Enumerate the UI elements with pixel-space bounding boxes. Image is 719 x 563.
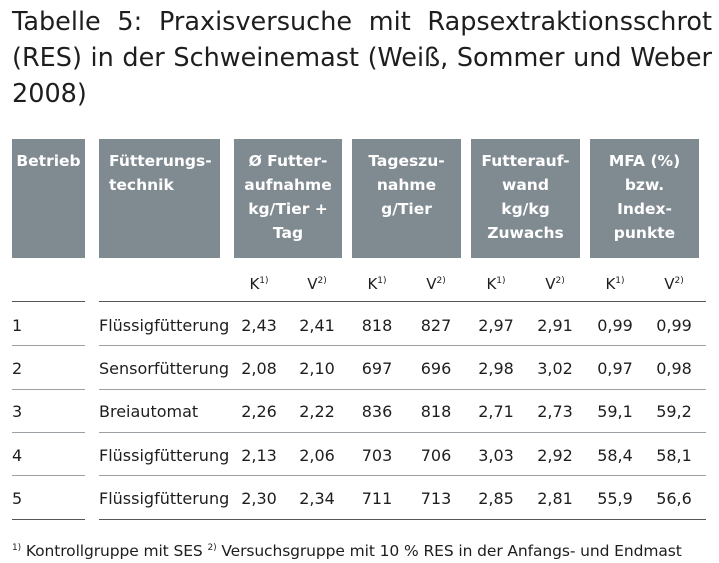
subheader-footnote-marker: 1)	[259, 276, 269, 286]
cell-value: 2,22	[299, 402, 335, 421]
cell-value: 2,13	[241, 446, 277, 465]
header-line: Tageszu-	[368, 152, 445, 170]
header-futteraufnahme	[234, 139, 342, 258]
footnote	[12, 538, 712, 561]
cell-value: 59,1	[597, 402, 633, 421]
subheader-letter: V	[545, 275, 556, 293]
cell-value: 0,97	[597, 359, 633, 378]
subheader-footnote-marker: 2)	[555, 276, 565, 286]
subheader-footnote-marker: 2)	[436, 276, 446, 286]
table-bottom-left	[12, 519, 85, 520]
cell-value: 2,30	[241, 489, 277, 508]
cell-value: 711	[361, 489, 393, 508]
cell-value: 0,99	[597, 316, 633, 335]
subheader-k	[590, 271, 640, 294]
cell-value: 827	[420, 316, 452, 335]
subheader-letter: K	[486, 275, 497, 293]
cell-value: 818	[420, 402, 452, 421]
cell-technik: Flüssigfütterung	[99, 446, 230, 465]
cell-value: 3,02	[537, 359, 573, 378]
subheader-letter: K	[605, 275, 616, 293]
subheader-v	[411, 271, 461, 294]
row-divider	[12, 475, 85, 476]
header-line: kg/Tier +	[248, 200, 328, 218]
cell-value: 2,41	[299, 316, 335, 335]
cell-technik: Sensorfütterung	[99, 359, 230, 378]
header-line: Futterauf-	[481, 152, 570, 170]
cell-value: 2,91	[537, 316, 573, 335]
footnote-marker-2: 2)	[207, 543, 217, 553]
cell-technik: Flüssigfütterung	[99, 489, 230, 508]
subheader-footnote-marker: 2)	[317, 276, 327, 286]
subheader-k	[471, 271, 521, 294]
subheader-v	[292, 271, 342, 294]
header-tageszunahme	[352, 139, 461, 258]
cell-value: 55,9	[597, 489, 633, 508]
header-betrieb	[12, 139, 85, 258]
cell-betrieb: 5	[12, 489, 23, 508]
cell-betrieb: 4	[12, 446, 23, 465]
cell-value: 2,92	[537, 446, 573, 465]
subheader-v	[530, 271, 580, 294]
header-line: punkte	[613, 224, 676, 242]
subheader-footnote-marker: 1)	[377, 276, 387, 286]
row-divider	[99, 475, 706, 476]
row-divider	[12, 345, 85, 346]
cell-value: 2,98	[478, 359, 514, 378]
row-divider	[99, 345, 706, 346]
header-mfa	[590, 139, 699, 258]
table-title: Tabelle 5: Praxisversuche mit Rapsextraktionsschrot (RES) in der Schweinemast (Weiß, Sommer und Weber 2008)	[12, 7, 712, 109]
cell-value: 2,71	[478, 402, 514, 421]
cell-value: 2,26	[241, 402, 277, 421]
subheader-k	[234, 271, 284, 294]
row-divider	[99, 432, 706, 433]
subheader-letter: V	[426, 275, 437, 293]
subheader-letter: K	[249, 275, 260, 293]
cell-value: 713	[420, 489, 452, 508]
cell-value: 3,03	[478, 446, 514, 465]
subheader-letter: V	[664, 275, 675, 293]
cell-value: 58,4	[597, 446, 633, 465]
header-line: bzw.	[624, 176, 665, 194]
footnote-marker-1: 1)	[12, 543, 22, 553]
header-divider-left	[12, 301, 85, 302]
cell-value: 2,81	[537, 489, 573, 508]
cell-betrieb: 3	[12, 402, 23, 421]
header-line: Index-	[617, 200, 672, 218]
header-line: wand	[502, 176, 549, 194]
table-bottom-right	[99, 519, 706, 520]
header-line: g/Tier	[381, 200, 432, 218]
subheader-letter: K	[367, 275, 378, 293]
header-line: kg/kg	[501, 200, 550, 218]
cell-value: 697	[361, 359, 393, 378]
cell-betrieb: 2	[12, 359, 23, 378]
cell-value: 0,99	[656, 316, 692, 335]
cell-value: 2,97	[478, 316, 514, 335]
cell-technik: Flüssigfütterung	[99, 316, 230, 335]
cell-value: 836	[361, 402, 393, 421]
cell-value: 696	[420, 359, 452, 378]
cell-value: 2,73	[537, 402, 573, 421]
header-line: Betrieb	[16, 152, 81, 170]
header-line: technik	[109, 176, 174, 194]
footnote-text-1: Kontrollgruppe mit SES	[21, 542, 208, 560]
footnote-text-2: Versuchsgruppe mit 10 % RES in der Anfangs- und Endmast	[216, 542, 682, 560]
subheader-k	[352, 271, 402, 294]
subheader-footnote-marker: 2)	[674, 276, 684, 286]
cell-technik: Breiautomat	[99, 402, 199, 421]
cell-value: 2,06	[299, 446, 335, 465]
subheader-letter: V	[307, 275, 318, 293]
header-line: Tag	[272, 224, 304, 242]
cell-value: 56,6	[656, 489, 692, 508]
header-futteraufwand	[471, 139, 580, 258]
cell-value: 706	[420, 446, 452, 465]
cell-betrieb: 1	[12, 316, 23, 335]
row-divider	[12, 432, 85, 433]
cell-value: 2,08	[241, 359, 277, 378]
header-divider-right	[99, 301, 706, 302]
cell-value: 2,34	[299, 489, 335, 508]
header-line: aufnahme	[244, 176, 332, 194]
cell-value: 59,2	[656, 402, 692, 421]
cell-value: 703	[361, 446, 393, 465]
row-divider	[12, 389, 85, 390]
subheader-footnote-marker: 1)	[496, 276, 506, 286]
cell-value: 2,43	[241, 316, 277, 335]
subheader-v	[649, 271, 699, 294]
cell-value: 2,85	[478, 489, 514, 508]
header-line: Zuwachs	[487, 224, 564, 242]
cell-value: 0,98	[656, 359, 692, 378]
cell-value: 58,1	[656, 446, 692, 465]
cell-value: 2,10	[299, 359, 335, 378]
subheader-footnote-marker: 1)	[615, 276, 625, 286]
header-line: MFA (%)	[608, 152, 681, 170]
cell-value: 818	[361, 316, 393, 335]
header-line: Fütterungs-	[109, 152, 212, 170]
header-line: Ø Futter-	[248, 152, 328, 170]
header-fuetterungstechnik	[99, 139, 220, 258]
row-divider	[99, 389, 706, 390]
header-line: nahme	[376, 176, 437, 194]
